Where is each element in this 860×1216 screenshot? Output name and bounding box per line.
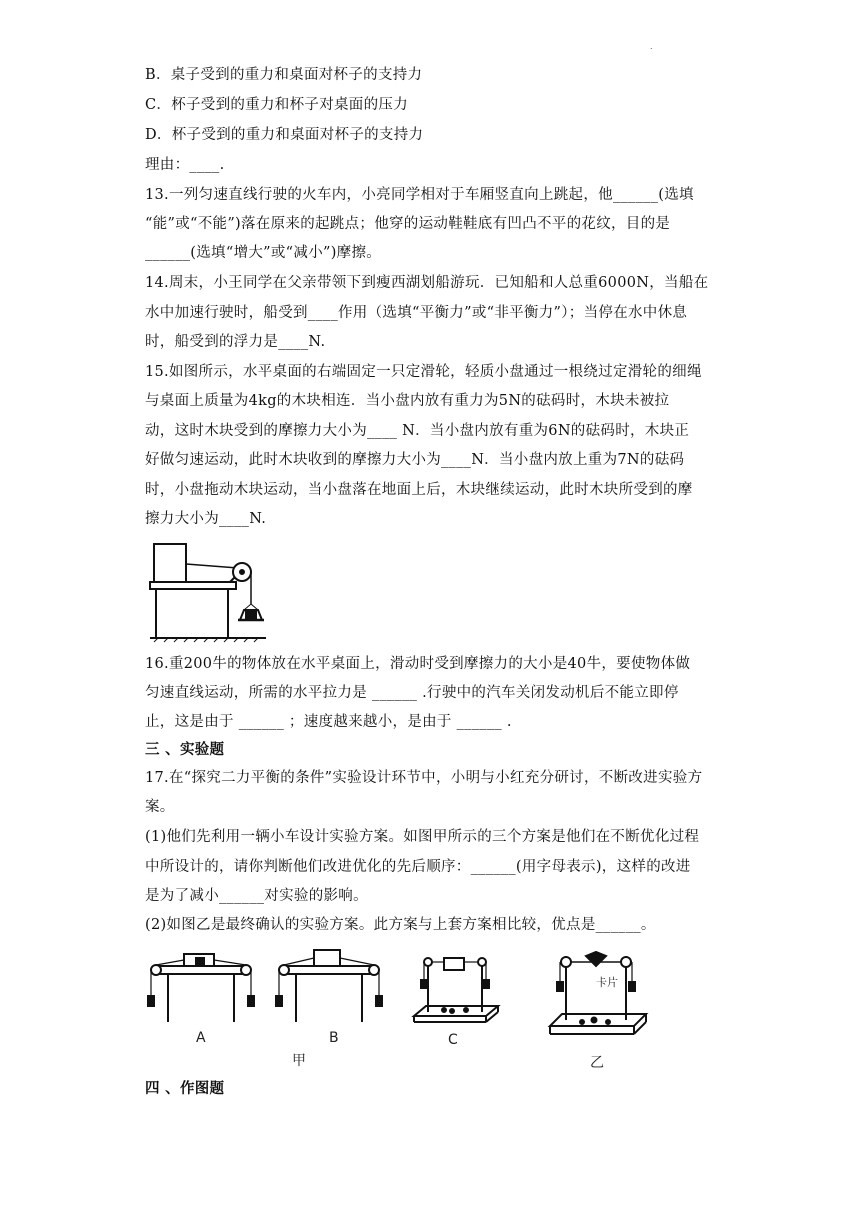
q15-line-5: 时，小盘拖动木块运动，当小盘落在地面上后，木块继续运动，此时木块所受到的摩 <box>145 482 693 498</box>
q14-line-1: 14.周末，小王同学在父亲带领下到瘦西湖划船游玩．已知船和人总重6000N，当船在 <box>145 275 709 291</box>
label-jia: 甲 <box>292 1053 306 1069</box>
option-b: B．桌子受到的重力和桌面对杯子的支持力 <box>145 67 423 83</box>
pulley-table-figure <box>148 538 268 644</box>
q13-line-1: 13.一列匀速直线行驶的火车内，小亮同学相对于车厢竖直向上跳起，他______(选填 <box>145 187 694 203</box>
card-label: 卡片 <box>596 976 618 989</box>
section-heading-4: 四 、作图题 <box>145 1080 225 1097</box>
option-d: D．杯子受到的重力和桌面对杯子的支持力 <box>145 127 424 143</box>
q14-line-3: 时，船受到的浮力是____N. <box>145 334 326 350</box>
q17-part1-line-3: 是为了减小______对实验的影响。 <box>145 888 368 904</box>
section-heading-3: 三 、实验题 <box>145 741 225 758</box>
q15-line-3: 动，这时木块受到的摩擦力大小为____ N．当小盘内放有重为6N的砝码时，木块正 <box>145 423 690 439</box>
label-b: B <box>329 1030 339 1046</box>
apparatus-figure <box>146 940 666 1075</box>
option-c: C．杯子受到的重力和杯子对桌面的压力 <box>145 97 408 113</box>
q13-line-2: “能”或“不能”)落在原来的起跳点；他穿的运动鞋鞋底有凹凸不平的花纹，目的是 <box>145 216 671 232</box>
q16-line-3: 止，这是由于 ______ ；速度越来越小，是由于 ______ . <box>145 714 512 730</box>
q17-line-2: 案。 <box>145 799 175 815</box>
apparatus-c <box>414 958 498 1022</box>
apparatus-yi <box>550 952 646 1034</box>
header-mark: . <box>650 42 653 51</box>
q17-part1-line-1: (1)他们先利用一辆小车设计实验方案。如图甲所示的三个方案是他们在不断优化过程 <box>145 829 700 845</box>
q15-line-2: 与桌面上质量为4kg的木块相连．当小盘内放有重力为5N的砝码时，木块未被拉 <box>145 393 670 409</box>
q15-line-6: 擦力大小为____N. <box>145 511 267 527</box>
q16-line-2: 匀速直线运动，所需的水平拉力是 ______ .行驶中的汽车关闭发动机后不能立即停 <box>145 685 679 701</box>
q17-part2-line: (2)如图乙是最终确认的实验方案。此方案与上套方案相比较，优点是______。 <box>145 917 656 933</box>
reason-line: 理由：____. <box>145 157 225 173</box>
q13-line-3: ______(选填“增大”或“减小”)摩擦。 <box>145 245 382 261</box>
q15-line-4: 好做匀速运动，此时木块收到的摩擦力大小为____N．当小盘内放上重为7N的砝码 <box>145 452 685 468</box>
q17-line-1: 17.在“探究二力平衡的条件”实验设计环节中，小明与小红充分研讨，不断改进实验方 <box>145 770 703 786</box>
label-c: C <box>448 1032 458 1048</box>
apparatus-b <box>276 950 382 1022</box>
label-yi: 乙 <box>590 1055 604 1071</box>
q14-line-2: 水中加速行驶时，船受到____作用（选填“平衡力”或“非平衡力”）；当停在水中休息 <box>145 305 688 321</box>
q15-line-1: 15.如图所示，水平桌面的右端固定一只定滑轮，轻质小盘通过一根绕过定滑轮的细绳 <box>145 364 702 380</box>
q17-part1-line-2: 中所设计的，请你判断他们改进优化的先后顺序：______(用字母表示)，这样的改进 <box>145 859 691 875</box>
label-a: A <box>196 1030 206 1046</box>
q16-line-1: 16.重200牛的物体放在水平桌面上，滑动时受到摩擦力的大小是40牛，要使物体做 <box>145 656 691 672</box>
apparatus-a <box>148 954 254 1022</box>
